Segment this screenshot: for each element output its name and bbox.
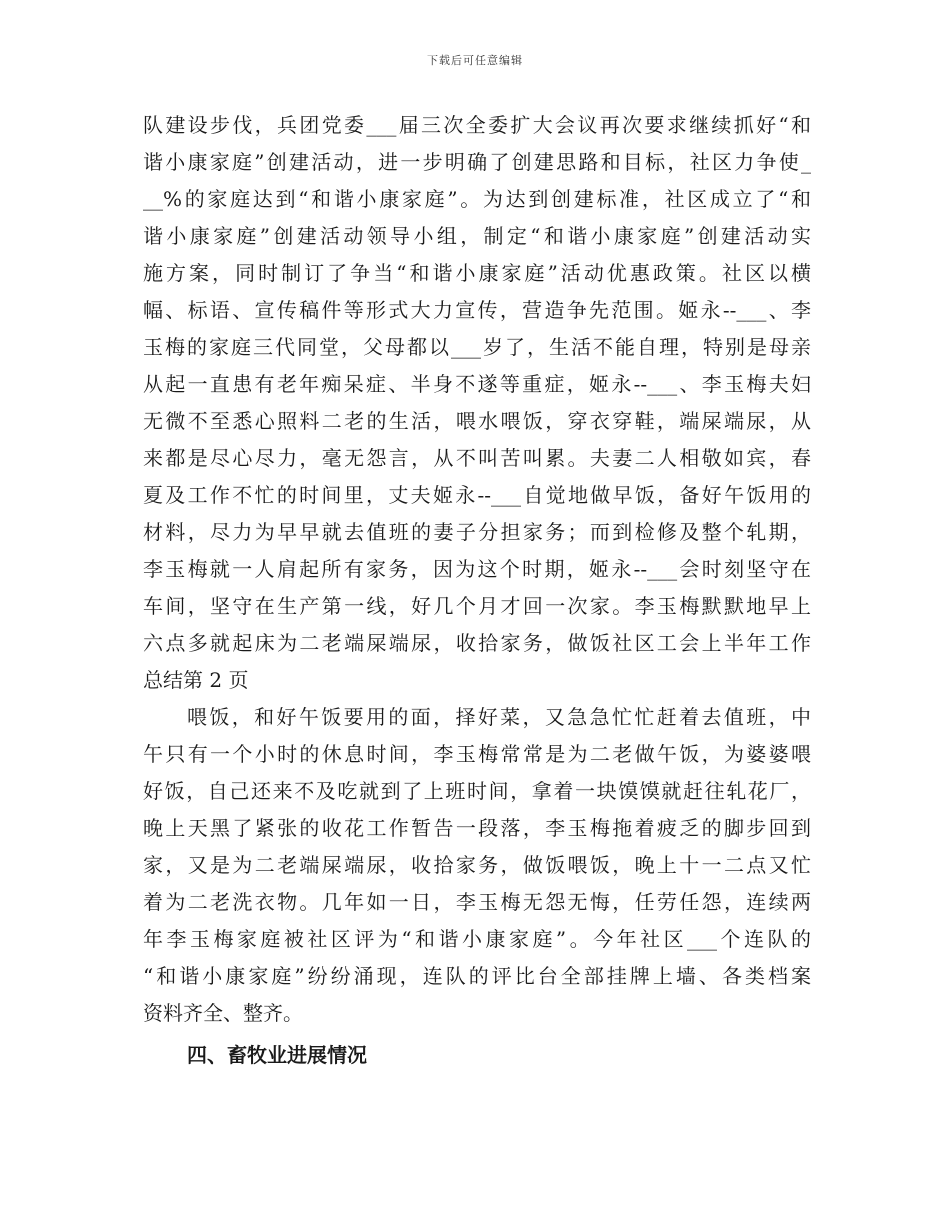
text-line: 着为二老洗衣物。几年如一日，李玉梅无怨无悔，任劳任怨，连续两	[143, 890, 811, 914]
text-line: 从起一直患有老年痴呆症、半身不遂等重症，姬永--___、李玉梅夫妇	[143, 372, 811, 396]
text-line: 无微不至悉心照料二老的生活，喂水喂饭，穿衣穿鞋，端屎端尿，从	[143, 409, 811, 433]
text-line: __%的家庭达到“和谐小康家庭”。为达到创建标准，社区成立了“和	[143, 187, 811, 211]
paragraph-2	[143, 699, 811, 1032]
text-line: 李玉梅就一人肩起所有家务，因为这个时期，姬永--___会时刻坚守在	[143, 557, 811, 581]
text-line: 来都是尽心尽力，毫无怨言，从不叫苦叫累。夫妻二人相敬如宾，春	[143, 446, 811, 470]
body-text	[143, 107, 811, 1032]
text-line: 谐小康家庭”创建活动，进一步明确了创建思路和目标，社区力争使_	[143, 150, 811, 174]
text-line: 资料齐全、整齐。	[143, 1001, 303, 1025]
text-line: 喂饭，和好午饭要用的面，择好菜，又急急忙忙赶着去值班，中	[187, 705, 811, 729]
text-line: 好饭，自己还来不及吃就到了上班时间，拿着一块馍馍就赶往轧花厂，	[143, 779, 811, 803]
text-line: 队建设步伐，兵团党委___届三次全委扩大会议再次要求继续抓好“和	[143, 113, 811, 137]
text-line: 年李玉梅家庭被社区评为“和谐小康家庭”。今年社区___个连队的	[143, 927, 811, 951]
text-line: 晚上天黑了紧张的收花工作暂告一段落，李玉梅拖着疲乏的脚步回到	[143, 816, 811, 840]
header-note: 下载后可任意编辑	[427, 54, 523, 67]
text-line: 车间，坚守在生产第一线，好几个月才回一次家。李玉梅默默地早上	[143, 594, 811, 618]
section-heading: 四、畜牧业进展情况	[187, 1043, 367, 1067]
text-line: 谐小康家庭”创建活动领导小组，制定“和谐小康家庭”创建活动实	[143, 224, 811, 248]
text-line: 六点多就起床为二老端屎端尿，收拾家务，做饭社区工会上半年工作	[143, 631, 811, 655]
text-line: 夏及工作不忙的时间里，丈夫姬永--___自觉地做早饭，备好午饭用的	[143, 483, 811, 507]
text-line: 家，又是为二老端屎端尿，收拾家务，做饭喂饭，晚上十一二点又忙	[143, 853, 811, 877]
text-line: 幅、标语、宣传稿件等形式大力宣传，营造争先范围。姬永--___、李	[143, 298, 811, 322]
text-line: 材料，尽力为早早就去值班的妻子分担家务；而到检修及整个轧期，	[143, 520, 811, 544]
text-line: 玉梅的家庭三代同堂，父母都以___岁了，生活不能自理，特别是母亲	[143, 335, 811, 359]
text-line: 施方案，同时制订了争当“和谐小康家庭”活动优惠政策。社区以横	[143, 261, 811, 285]
text-line: 午只有一个小时的休息时间，李玉梅常常是为二老做午饭，为婆婆喂	[143, 742, 811, 766]
paragraph-1	[143, 107, 811, 699]
text-line: “和谐小康家庭”纷纷涌现，连队的评比台全部挂牌上墙、各类档案	[143, 964, 811, 988]
text-line: 总结第 2 页	[143, 668, 249, 692]
